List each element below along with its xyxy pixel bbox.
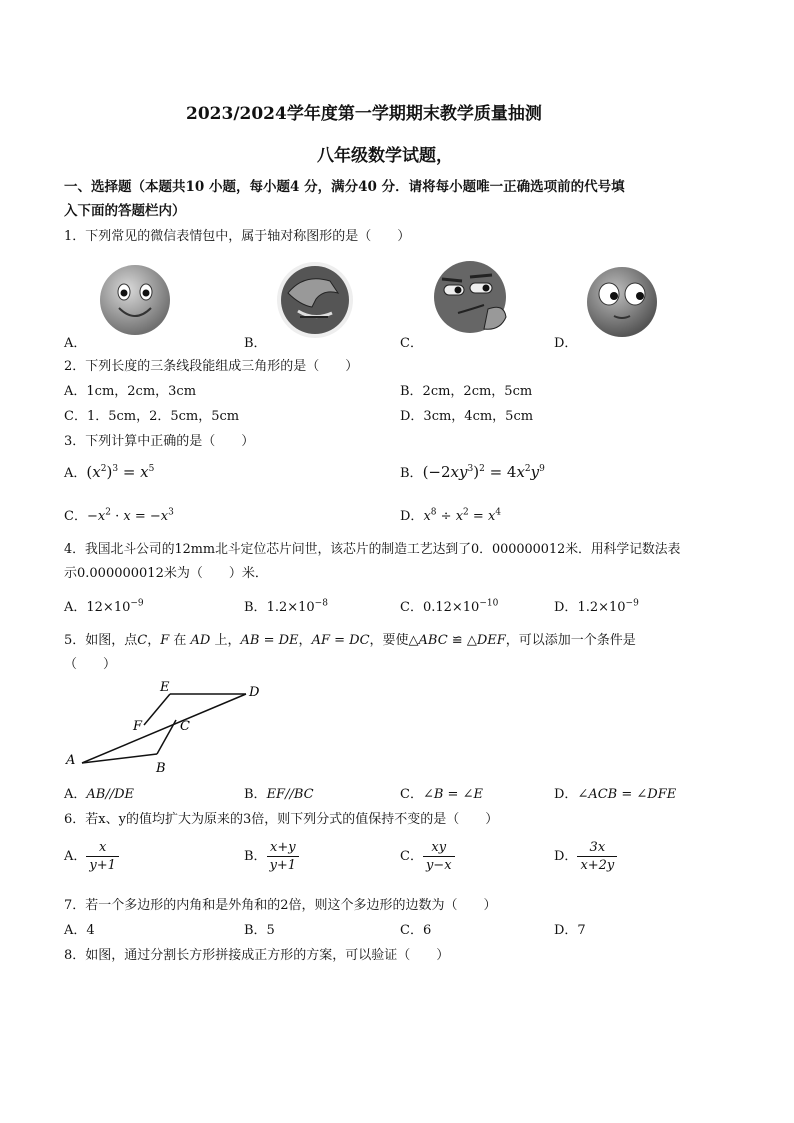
q5-option-d-label: D．	[554, 787, 578, 802]
q3-option-c-expr: $-x^2 \cdot x = -x^3$	[86, 507, 174, 524]
q6-option-d-frac: $\frac{3x}{x+2y}$	[577, 840, 617, 873]
smiling-face-icon	[97, 262, 173, 338]
q6-option-c[interactable]	[400, 840, 455, 873]
q3-option-b-label: B．	[400, 466, 423, 481]
q5-option-c-label: C．	[400, 787, 423, 802]
q6-stem: 6．若x、y的值均扩大为原来的3倍，则下列分式的值保持不变的是（ ）	[64, 812, 499, 827]
q2-option-d[interactable]: D．3cm，4cm，5cm	[400, 409, 534, 424]
q7-option-d[interactable]: D．7	[554, 923, 586, 938]
q4-option-a-expr: $12\times 10^{-9}$	[86, 598, 144, 615]
q4-option-d-label: D．	[554, 600, 578, 615]
q1-option-d[interactable]: D．	[554, 336, 578, 351]
q4-option-d[interactable]	[554, 596, 639, 615]
fig-label-a: A	[66, 753, 76, 768]
q2-stem: 2．下列长度的三条线段能组成三角形的是（ ）	[64, 359, 359, 374]
q6-option-a-frac: $\frac{x}{y+1}$	[86, 840, 119, 873]
q3-option-d[interactable]	[400, 505, 501, 524]
q5-stem-line2: （ ）	[64, 657, 117, 672]
q3-option-b[interactable]	[400, 462, 545, 481]
q2-option-a[interactable]: A．1cm，2cm，3cm	[64, 384, 197, 399]
q6-option-b-frac: $\frac{x+y}{y+1}$	[267, 840, 300, 873]
q4-stem-line2: 示0.000000012米为（ ）米．	[64, 566, 268, 581]
fig-label-c: C	[180, 719, 190, 734]
q5-option-b-label: B．	[244, 787, 267, 802]
page-subtitle: 八年级数学试题，	[317, 146, 453, 166]
fig-label-b: B	[156, 761, 166, 776]
fig-label-f: F	[133, 719, 143, 734]
q6-option-d[interactable]	[554, 840, 617, 873]
q2-option-b[interactable]: B．2cm，2cm，5cm	[400, 384, 533, 399]
q3-option-c-label: C．	[64, 509, 87, 524]
smirk-face-icon	[428, 255, 518, 345]
q1-option-c[interactable]: C．	[400, 336, 423, 351]
fig-label-e: E	[160, 680, 170, 695]
section-heading-line2: 入下面的答题栏内）	[64, 203, 186, 219]
page-title: 2023/2024学年度第一学期期末教学质量抽测	[186, 104, 542, 124]
q4-option-b-expr: $1.2\times 10^{-8}$	[266, 598, 328, 615]
q2-option-c[interactable]: C．1．5cm，2．5cm，5cm	[64, 409, 240, 424]
section-heading-line1: 一、选择题（本题共10 小题，每小题4 分，满分40 分．请将每小题唯一正确选项前的代号填	[64, 179, 625, 195]
q4-option-c[interactable]	[400, 596, 498, 615]
q3-option-c[interactable]	[64, 505, 174, 524]
q4-option-a-label: A．	[64, 600, 87, 615]
q3-stem: 3．下列计算中正确的是（ ）	[64, 434, 255, 449]
q7-stem: 7．若一个多边形的内角和是外角和的2倍，则这个多边形的边数为（ ）	[64, 898, 497, 913]
q3-option-d-label: D．	[400, 509, 424, 524]
q5-stem-prefix: 5．如图，点	[64, 633, 138, 648]
q6-option-a-label: A．	[64, 849, 87, 864]
q6-option-c-frac: $\frac{xy}{y-x}$	[423, 840, 455, 873]
q5-stem-line1	[64, 629, 636, 648]
q7-option-b[interactable]: B．5	[244, 923, 275, 938]
q5-stem-math: C，F 在 AD 上，AB = DE，AF = DC，要使△ABC ≌ △DEF，可以添加一个条件是	[137, 633, 636, 648]
q5-option-c-expr: ∠B = ∠E	[422, 787, 483, 802]
q5-option-d[interactable]	[554, 783, 676, 802]
q4-option-b[interactable]	[244, 596, 328, 615]
face-palm-icon	[274, 259, 356, 341]
q4-stem-line1: 4．我国北斗公司的12mm北斗定位芯片问世，该芯片的制造工艺达到了0．000000012米．用科学记数法表	[64, 542, 681, 557]
q5-option-b-expr: EF//BC	[266, 787, 314, 802]
q1-option-b[interactable]: B．	[244, 336, 267, 351]
q3-option-a-label: A．	[64, 466, 87, 481]
eyes-face-icon	[584, 264, 660, 340]
q3-option-a-expr: $(x^2)^3 = x^5$	[86, 463, 155, 481]
q4-option-a[interactable]	[64, 596, 144, 615]
q6-option-a[interactable]	[64, 840, 119, 873]
q6-option-b-label: B．	[244, 849, 267, 864]
q4-option-d-expr: $1.2\times 10^{-9}$	[577, 598, 639, 615]
q6-option-c-label: C．	[400, 849, 423, 864]
q4-option-b-label: B．	[244, 600, 267, 615]
q6-option-d-label: D．	[554, 849, 578, 864]
q5-option-b[interactable]	[244, 783, 314, 802]
q5-option-a-expr: AB//DE	[86, 787, 135, 802]
q5-figure	[60, 678, 275, 776]
q6-option-b[interactable]	[244, 840, 299, 873]
q7-option-c[interactable]: C．6	[400, 923, 432, 938]
q7-option-a[interactable]: A．4	[64, 923, 95, 938]
q5-option-a[interactable]	[64, 783, 134, 802]
q5-option-a-label: A．	[64, 787, 87, 802]
q4-option-c-expr: $0.12\times 10^{-10}$	[422, 598, 499, 615]
q3-option-a[interactable]	[64, 462, 154, 481]
q3-option-d-expr: $x^8 \div x^2 = x^4$	[423, 507, 502, 524]
q1-option-a[interactable]: A．	[64, 336, 87, 351]
fig-label-d: D	[249, 685, 260, 700]
q8-stem: 8．如图，通过分割长方形拼接成正方形的方案，可以验证（ ）	[64, 948, 450, 963]
q5-option-c[interactable]	[400, 783, 483, 802]
q5-option-d-expr: ∠ACB = ∠DFE	[577, 787, 677, 802]
q1-stem: 1．下列常见的微信表情包中，属于轴对称图形的是（ ）	[64, 229, 411, 244]
q3-option-b-expr: $(-2xy^3)^2 = 4x^2y^9$	[422, 463, 545, 481]
q4-option-c-label: C．	[400, 600, 423, 615]
